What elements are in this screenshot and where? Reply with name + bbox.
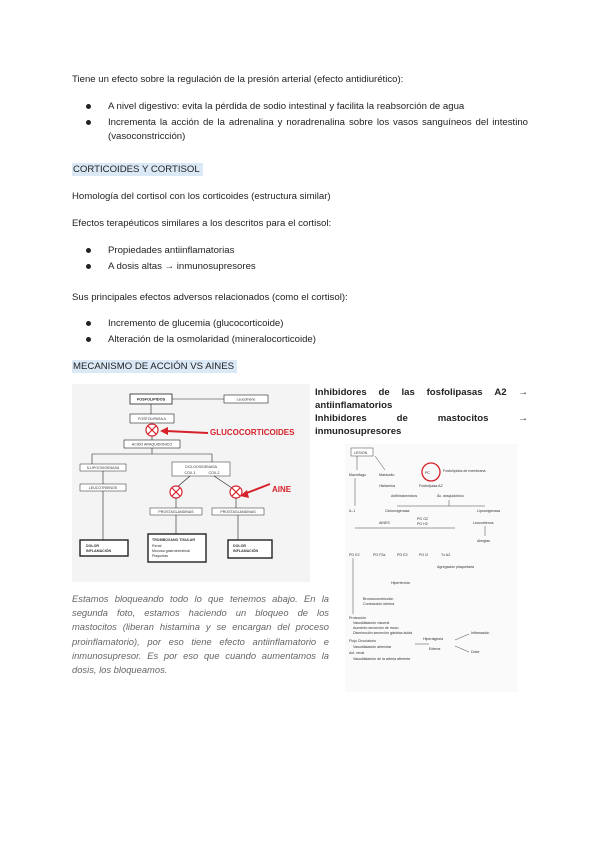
label-histamina: Histamina — [379, 484, 395, 488]
list-item: Alteración de la osmolaridad (mineralocorticoide) — [86, 333, 528, 346]
side-text-block — [315, 386, 528, 438]
label-plaquetas: Plaquetas — [152, 554, 168, 558]
label-pgh2: PG H2 — [417, 522, 428, 526]
label-araquidonico: Ác. araquidónico — [437, 494, 464, 498]
label-fosfolipasa: FOSFOLIPASA A — [138, 417, 166, 421]
label-inflamacion: INFLAMACIÓN — [233, 549, 259, 553]
label-txa2: Tx A2 — [441, 553, 451, 557]
label-disminucion-secrecion: Disminución secreción gástrica ácida — [353, 631, 413, 635]
label-prostaglandinas: PROSTAGLANDINAS — [158, 510, 194, 514]
label-cox2: COX-2 — [208, 471, 220, 475]
block-x-icon — [170, 486, 182, 498]
label-hipertermia: Hipertermia — [391, 581, 410, 585]
label-flujo: Flujo Circulatorio — [349, 639, 376, 643]
label-lipooxigenasa: 5-LIPOOXIGENASA — [86, 466, 120, 470]
block-x-icon — [230, 486, 242, 498]
label-alergias: Alergias — [477, 539, 490, 543]
label-broncoconstriccion: Broncoconstricción — [363, 597, 394, 601]
label-lipooxigenasa: Lipooxigenasa — [477, 509, 501, 513]
label-ciclooxigenasa: CICLOOXIGENASA — [184, 465, 218, 469]
label-leucotrienos: Leucotrienos — [473, 521, 494, 525]
label-edema: Edema — [429, 647, 441, 651]
bullet-list — [86, 244, 528, 277]
label-acido: ACIDO ARAQUIDONICO — [131, 442, 173, 447]
section-heading-mecanismo: MECANISMO DE ACCIÓN VS AINES — [72, 360, 237, 373]
label-pgi2: PG I2 — [419, 553, 429, 557]
label-pgg2: PG G2 — [417, 517, 428, 521]
paragraph: Efectos terapéuticos similares a los descritos para el cortisol: — [72, 218, 332, 229]
list-item: A dosis altas → inmunosupresores — [86, 260, 528, 273]
intro-paragraph: Tiene un efecto sobre la regulación de la presión arterial (efecto antidiurético): — [72, 74, 404, 85]
label-prostaglandinas: PROSTAGLANDINAS — [220, 510, 256, 514]
label-fosfolipidos: FOSFOLIPIDOS — [136, 397, 166, 402]
label-dolor: Dolor — [471, 650, 480, 654]
label-act-renal: Act. renal — [349, 651, 365, 655]
label-contraccion: Contracción uterina — [363, 602, 395, 606]
bullet-icon — [86, 104, 91, 109]
bullet-list — [86, 317, 528, 350]
section-heading-corticoides: CORTICOIDES Y CORTISOL — [72, 163, 203, 176]
label-cox1: COX-1 — [184, 471, 196, 475]
label-pgf2a: PG F2a — [373, 553, 386, 557]
explanatory-note: Estamos bloqueando todo lo que tenemos abajo. En la segunda foto, estamos haciendo un bloqueo de los mastocitos (liberan histamina y se encargan del proceso proinflamatorio), por eso tiene efecto antiinflamatorio e inmunosupresor. Es por eso que cuando aumentamos la dosis, los bloqueamos. — [72, 593, 329, 676]
side-line: antiinflamatorios — [315, 400, 393, 411]
side-line: inmunosupresores — [315, 426, 402, 437]
label-arteria-aferente: Vasodilatación de la arteria aferente — [353, 657, 411, 661]
paragraph: Homología del cortisol con los corticoides (estructura similar) — [72, 191, 331, 202]
label-aine: AINE — [272, 485, 292, 494]
label-hiperalgesia: Hiperalgesia — [423, 637, 443, 641]
list-item: A nivel digestivo: evita la pérdida de sodio intestinal y facilita la reabsorción de agua — [86, 100, 528, 113]
mechanism-diagram — [72, 384, 310, 582]
paragraph: Sus principales efectos adversos relacionados (como el cortisol): — [72, 292, 348, 303]
label-glucocorticoides: GLUCOCORTICOIDES — [210, 428, 295, 437]
label-antihistaminicos: Antihistamínicos — [391, 494, 418, 498]
bullet-icon — [86, 120, 91, 125]
label-aumento-moco: Aumento secreción de moco — [353, 626, 399, 630]
label-macrofago: Macrófago — [349, 473, 366, 477]
list-item: Incrementa la acción de la adrenalina y noradrenalina sobre los vasos sanguíneos del intestino (vasoconstricción) — [86, 116, 528, 143]
label-mastocito: Mastocito — [379, 473, 395, 477]
label-vasodilatacion-arteriolar: Vasodilatación arteriolar — [353, 645, 392, 649]
label-fosfolipidos-membrana: Fosfolípidos de membrana — [443, 469, 486, 473]
box-dolor-inflamacion — [80, 540, 128, 556]
label-mucosa: Mucosa gastrointestinal — [152, 549, 190, 553]
label-renal: Renal — [152, 544, 162, 548]
bullet-icon — [86, 337, 91, 342]
label-pc: PC — [425, 471, 430, 475]
label-inflamacion: Inflamación — [471, 631, 490, 635]
label-vasodilatacion-visceral: Vasodilatación visceral — [353, 621, 390, 625]
label-aines: AINES — [379, 521, 390, 525]
label-tromboxano: TROMBOXANO TISULAR — [152, 538, 195, 542]
label-il1: IL-1 — [349, 509, 356, 513]
side-line: Inhibidores de las fosfolipasas A2 → — [315, 387, 528, 398]
label-dolor: DOLOR — [233, 544, 246, 548]
bullet-icon — [86, 248, 91, 253]
block-x-icon — [146, 424, 158, 436]
label-pge2: PG E2 — [397, 553, 408, 557]
label-pge2: PG E2 — [349, 553, 360, 557]
label-leucotriene: Leucotriene — [236, 397, 256, 402]
list-item: Incremento de glucemia (glucocorticoide) — [86, 317, 528, 330]
intro-bullet-list — [86, 100, 528, 146]
label-proteccion: Protección — [349, 616, 366, 620]
label-lesion: LESION — [354, 451, 368, 455]
label-ciclooxigenasa: Ciclooxigenasa — [385, 509, 410, 513]
side-line: Inhibidores de mastocitos → — [315, 413, 528, 424]
label-dolor: DOLOR — [86, 544, 99, 548]
inflammation-pathway-diagram — [345, 444, 517, 692]
bullet-icon — [86, 321, 91, 326]
bullet-icon — [86, 264, 91, 269]
label-agregacion: Agregación plaquetaria — [437, 565, 474, 569]
label-fosfolipasa: Fosfolipasa A2 — [419, 484, 443, 488]
list-item: Propiedades antiinflamatorias — [86, 244, 528, 257]
label-inflamacion: INFLAMACIÓN — [86, 549, 112, 553]
label-leucotrienos: LEUCOTRIENOS — [88, 486, 118, 490]
